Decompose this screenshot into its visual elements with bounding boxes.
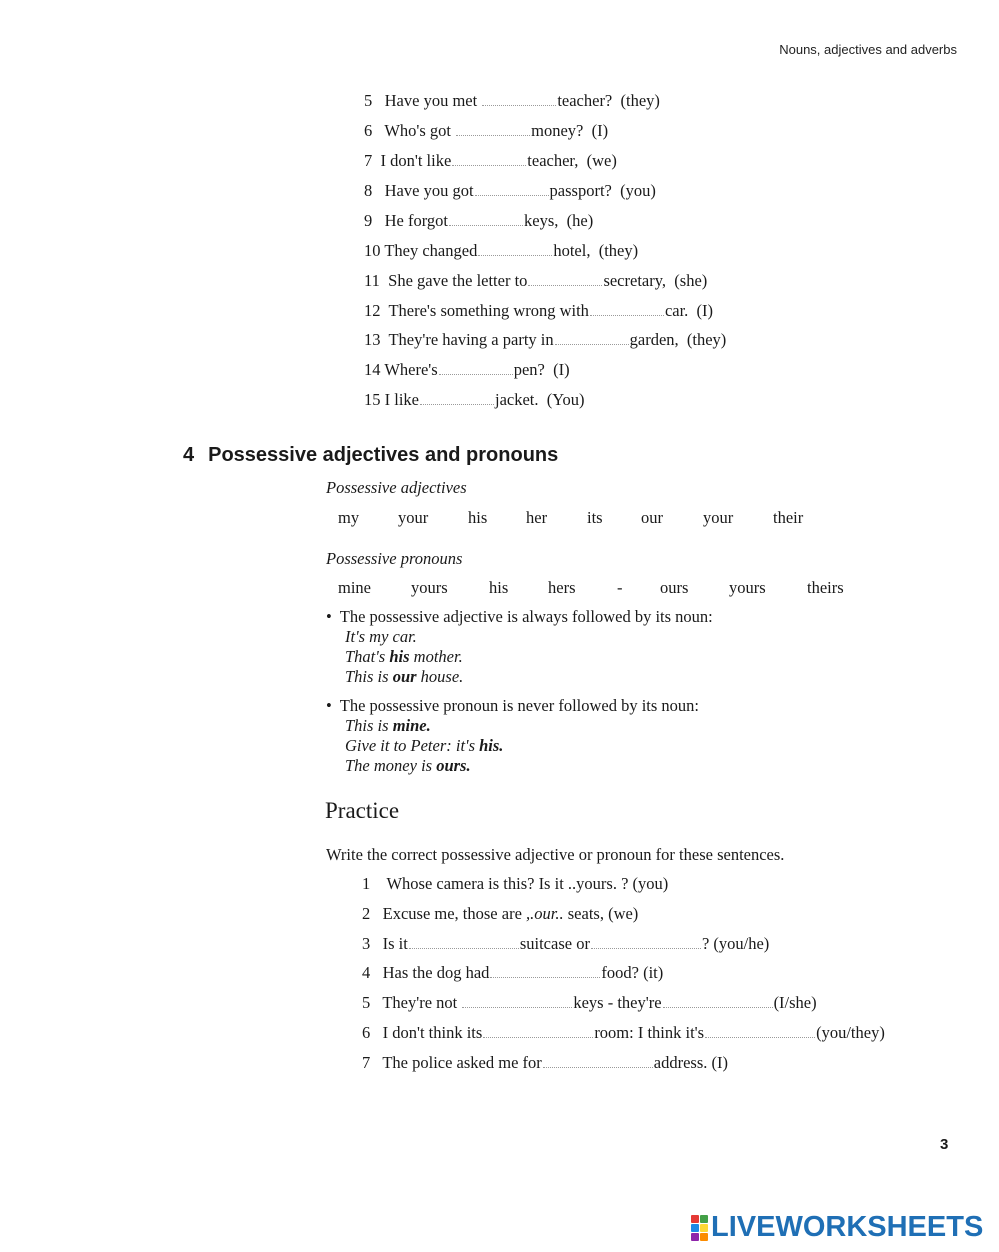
section-heading [183,444,558,467]
example: This is mine. [345,716,431,735]
word: its [587,508,603,527]
word: our [641,508,663,527]
list-item: 6 Who's got money? (I) [364,121,609,140]
answer-blank[interactable] [456,134,530,136]
word: their [773,508,804,527]
answer-blank[interactable] [591,947,701,949]
answer-blank[interactable] [482,104,556,106]
logo-tile [700,1224,708,1232]
list-item: 7 I don't like teacher, (we) [364,151,617,170]
list-item: 11 She gave the letter to secretary, (she) [364,271,708,290]
practice-heading: Practice [325,798,400,823]
logo-tile [691,1233,699,1241]
list-item: 7 The police asked me for address. (I) [362,1053,728,1072]
answer-blank[interactable] [543,1066,653,1068]
list-item: 5 Have you met teacher? (they) [364,91,660,110]
filled-answer: ,.our.. [526,904,564,923]
list-item: 13 They're having a party in garden, (they) [364,330,727,349]
rule-bullet-pronoun: • The possessive pronoun is never followed by its noun: This is mine. Give it to Peter: it's his. The money is ours. [326,696,700,775]
logo-tiles-icon [691,1215,708,1241]
answer-blank[interactable] [478,254,552,256]
list-item: 6 I don't think its room: I think it's (you/they) [362,1023,885,1042]
word: ours [660,578,689,597]
list-item: 3 Is it suitcase or ? (you/he) [362,934,770,953]
practice-instruction: Write the correct possessive adjective or pronoun for these sentences. [326,845,785,864]
answer-blank[interactable] [555,343,629,345]
filled-answer: yours [576,874,613,893]
word: your [398,508,429,527]
logo-tile [700,1215,708,1223]
page-number: 3 [940,1136,949,1153]
answer-blank[interactable] [449,224,523,226]
list-item: 15 I like jacket. (You) [364,390,585,409]
section-title: Possessive adjectives and pronouns [208,444,559,466]
answer-blank[interactable] [590,314,664,316]
list-item: 2 Excuse me, those are ,.our.. seats, (we) [362,904,639,923]
word: yours [729,578,766,597]
list-item: 5 They're not keys - they're (I/she) [362,993,817,1012]
word: my [338,508,360,527]
word: theirs [807,578,844,597]
adjectives-label: Possessive adjectives [326,478,467,497]
pronouns-row [0,578,999,600]
pronouns-label: Possessive pronouns [326,549,463,568]
word: mine [338,578,371,597]
logo-tile [691,1224,699,1232]
answer-blank[interactable] [705,1036,815,1038]
word: your [703,508,734,527]
adjectives-row [0,508,999,530]
example: That's his mother. [345,647,463,666]
answer-blank[interactable] [409,947,519,949]
answer-blank[interactable] [420,403,494,405]
list-item: 1 Whose camera is this? Is it ..yours. ? (you) [362,874,669,893]
example: This is our house. [345,667,464,686]
list-item: 9 He forgot keys, (he) [364,211,594,230]
list-item: 12 There's something wrong with car. (I) [364,301,714,320]
answer-blank[interactable] [452,164,526,166]
running-header: Nouns, adjectives and adverbs [779,42,957,57]
answer-blank[interactable] [490,976,600,978]
answer-blank[interactable] [528,284,602,286]
answer-blank[interactable] [483,1036,593,1038]
word: yours [411,578,448,597]
answer-blank[interactable] [462,1006,572,1008]
section-number: 4 [183,444,195,466]
word: hers [548,578,576,597]
logo-text: LIVEWORKSHEETS [711,1211,984,1243]
word: her [526,508,548,527]
word: his [468,508,488,527]
liveworksheets-logo[interactable] [691,1211,983,1244]
example: It's my car. [345,627,417,646]
word: his [489,578,509,597]
answer-blank[interactable] [663,1006,773,1008]
word: - [617,578,623,597]
rule-bullet-adjective: • The possessive adjective is always followed by its noun: It's my car. That's his mother. This is our house. [326,607,713,686]
bullet-icon: • [326,696,336,715]
answer-blank[interactable] [439,373,513,375]
list-item: 4 Has the dog had food? (it) [362,963,664,982]
example: The money is ours. [345,756,471,775]
logo-tile [691,1215,699,1223]
answer-blank[interactable] [475,194,549,196]
example: Give it to Peter: it's his. [345,736,504,755]
bullet-icon: • [326,607,336,626]
list-item: 14 Where's pen? (I) [364,360,570,379]
list-item: 8 Have you got passport? (you) [364,181,656,200]
logo-tile [700,1233,708,1241]
list-item: 10 They changed hotel, (they) [364,241,639,260]
